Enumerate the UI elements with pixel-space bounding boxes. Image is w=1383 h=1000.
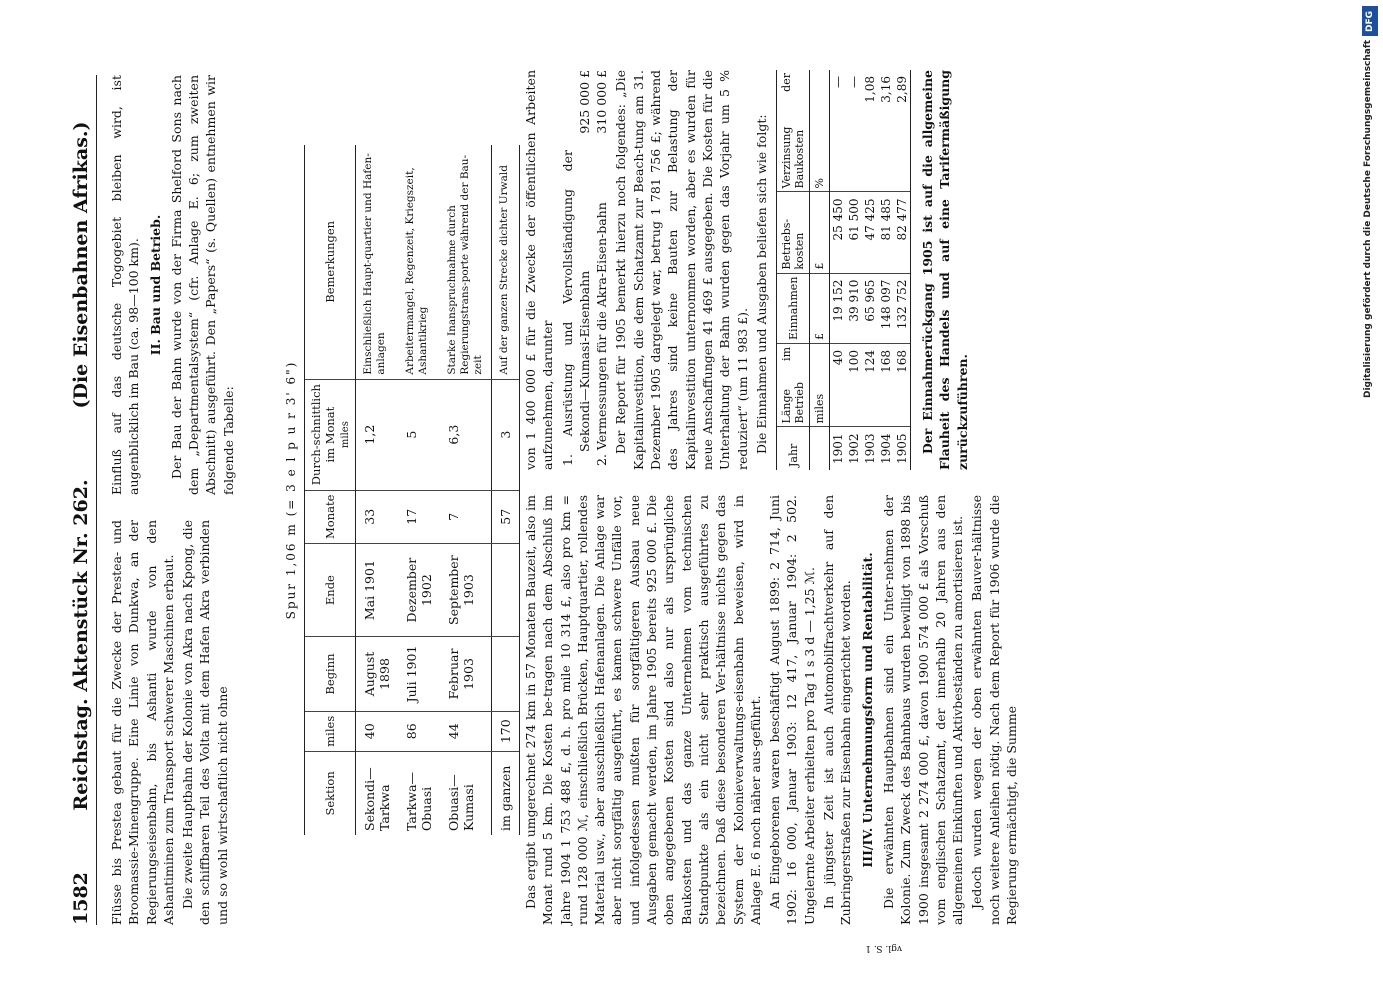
cell-einnahmen: 65 965 <box>862 273 878 343</box>
cell-laenge: 168 <box>878 343 894 426</box>
cell-sektion: Tarkwa—Obuasi <box>403 771 434 831</box>
column-bottom-left <box>522 495 1022 925</box>
cell-sektion: Sekondi—Tarkwa <box>361 767 392 831</box>
cell-empty <box>491 637 519 712</box>
cell-laenge: 40 <box>829 343 846 426</box>
header-title: Reichstag. Aktenstück Nr. 262. <box>69 479 92 811</box>
table-total-row <box>491 145 519 835</box>
cell-beginn: Februar 1903 <box>440 637 492 712</box>
cell-einnahmen: 19 152 <box>829 273 846 343</box>
column-top-left <box>108 520 233 925</box>
col-header: Sektion <box>304 751 355 835</box>
cell-total-label: im ganzen <box>491 751 519 835</box>
table-row <box>398 145 440 835</box>
list-item-amount: 925 000 £ <box>576 70 592 134</box>
col-header: Länge im Betrieb <box>776 343 809 426</box>
col-header <box>304 379 355 490</box>
cell-kosten: 25 450 <box>829 192 846 273</box>
cell-jahr: 1904 <box>878 433 893 464</box>
dfg-logo: DFG <box>1362 6 1378 36</box>
cell-total-bemerkung: Auf der ganzen Strecke dichter Urwald <box>491 145 519 379</box>
cell-verzinsung: 1,08 <box>862 70 878 192</box>
unit-header <box>809 427 829 470</box>
cell-ende: Mai 1901 <box>355 543 398 636</box>
table-unit-row <box>809 70 829 470</box>
cell-monate: 7 <box>440 490 492 543</box>
table-row <box>440 145 492 835</box>
cell-beginn: Juli 1901 <box>398 637 440 712</box>
cell-jahr: 1901 <box>830 433 845 464</box>
col-header: Jahr <box>776 427 809 470</box>
cell-total-miles: 170 <box>491 711 519 751</box>
cell-verzinsung: 3,16 <box>878 70 894 192</box>
column-bottom-right <box>522 70 973 470</box>
cell-jahr: 1902 <box>846 433 861 464</box>
paragraph: In jüngster Zeit ist auch Automobilfrachtverkehr auf den Zubringerstraßen zur Eisenbahn eingerichtet worden. <box>820 495 853 925</box>
list-item-label: 2. Vermessungen für die Akra-Eisen-bahn <box>593 202 609 466</box>
header-subtitle: (Die Eisenbahnen Afrikas.) <box>69 121 92 409</box>
table-caption: Spur 1,06 m (= 3 e l p u r 3' 6") <box>283 360 298 620</box>
section-heading: II. Bau und Betrieb. <box>147 214 163 356</box>
cell-bemerkung: Arbeitermangel, Regenzeit, Kriegszeit, Ashantikrieg <box>398 145 440 379</box>
cell-durchschnitt: 6,3 <box>440 379 492 490</box>
paragraph: von 1 400 000 £ für die Zwecke der öffentlichen Arbeiten aufzunehmen, darunter <box>522 70 555 470</box>
table-row <box>878 70 894 470</box>
margin-note: vgl. S. 1 <box>864 943 902 953</box>
cell-laenge: 124 <box>862 343 878 426</box>
cell-miles: 86 <box>398 711 440 751</box>
cell-jahr: 1905 <box>894 427 911 470</box>
unit-header: £ <box>809 192 829 273</box>
paragraph: Die Einnahmen und Ausgaben beliefen sich wie folgt: <box>753 114 769 454</box>
digitization-sidebar <box>1361 0 1379 1000</box>
cell-laenge: 168 <box>894 343 911 426</box>
section-heading: III/IV. Unternehmungsform und Rentabilität. <box>859 552 875 868</box>
paragraph: Die zweite Hauptbahn der Kolonie von Akra nach Kpong, die den schiffbaren Teil des Volta mit dem Hafen Akra verbinden und so wohl wirtschaftlich nicht ohne <box>179 520 230 925</box>
paragraph: Das ergibt umgerechnet 274 km in 57 Monaten Bauzeit, also im Monat rund 5 km. Die Kosten be-tragen nach dem Abschluß im Jahre 1904 1 753 488 £, d. h. pro mile 10 314 £, also pro km = rund 128 000 ℳ, einschließlich Brücken, Hauptquartier, rollendes Material usw., aber ausschließlich Hafenanlagen. Die Anlage war aber nicht sorgfältig ausgeführt, es kamen schwere Unfälle vor, und infolgedessen mußten für sorgfältigeren Ausbau neue Ausgaben gemacht werden, im Jahre 1905 bereits 925 000 £. Die oben angegebenen Kosten sind also nur als ursprüngliche Baukosten und das ganze Unternehmen vom technischen Standpunkte als ein nicht sehr praktisch ausgeführtes zu bezeichnen. Daß diese besonderen Ver-hältnisse nichts gegen das System der Kolonieverwaltungs-eisenbahn beweisen, wird in Anlage E. 6 noch näher aus-geführt. <box>522 495 763 925</box>
cell-jahr: 1903 <box>862 433 877 464</box>
list-item <box>558 70 593 470</box>
column-top-right <box>108 75 239 495</box>
cell-kosten: 82 477 <box>894 192 911 273</box>
section-table <box>304 145 520 835</box>
paragraph: Die erwähnten Hauptbahnen sind ein Unter-nehmen der Kolonie. Zum Zweck des Bahnbaus wurden bewilligt von 1898 bis 1900 insgesamt 2 274 000 £, davon 1900 574 000 £ als Vorschuß vom englischen Schatzamt, der innerhalb 20 Jahren aus den allgemeinen Einkünften und Aktivbeständen zu amortisieren ist. <box>880 495 965 925</box>
paragraph: Der Einnahmerückgang 1905 ist auf die allgemeine Flauheit des Handels und auf eine Tarifermäßigung zurückzuführen. <box>919 70 970 470</box>
digitization-credit: Digitalisierung gefördert durch die Deutsche Forschungsgemeinschaft <box>1363 40 1373 399</box>
paragraph: Jedoch wurden wegen der oben erwähnten Bauver-hältnisse noch weitere Anleihen nötig. Nach dem Report für 1906 wurde die Regierung ermächtigt, die Summe <box>968 495 1019 925</box>
cell-einnahmen: 148 097 <box>878 273 894 343</box>
cell-beginn: August 1898 <box>355 637 398 712</box>
page-header <box>52 75 97 925</box>
cell-verzinsung: — <box>829 70 846 192</box>
cell-kosten: 61 500 <box>846 192 862 273</box>
col-header: Einnahmen <box>776 273 809 343</box>
col-header: Verzinsung der Baukosten <box>776 70 809 192</box>
col-header: miles <box>304 711 355 751</box>
cell-laenge: 100 <box>846 343 862 426</box>
cell-bemerkung: Einschließlich Haupt-quartier und Hafen-anlagen <box>355 145 398 379</box>
cell-kosten: 81 485 <box>878 192 894 273</box>
table-row <box>829 70 846 470</box>
col-header: Monate <box>304 490 355 543</box>
paragraph: Der Report für 1905 bemerkt hierzu noch folgendes: „Die Kapitalinvestition, die dem Schatzamt zur Beach-tung am 31. Dezember 1905 dargelegt war, betrug 1 781 756 £; während des Jahres sind keine Bauten zur Belastung der Kapitalinvestition unternommen worden, aber es wurden für neue Anschaffungen 41 469 £ ausgegeben. Die Kosten für die Unterhaltung der Bahn wurden gegen das Vorjahr um 5 % reduziert“ (um 11 983 £). <box>612 70 750 470</box>
table-row <box>862 70 878 470</box>
document-page <box>22 35 1362 965</box>
unit-header: miles <box>809 343 829 426</box>
cell-durchschnitt: 1,2 <box>355 379 398 490</box>
col-header: Beginn <box>304 637 355 712</box>
cell-monate: 33 <box>355 490 398 543</box>
paragraph: Flüsse bis Prestea gebaut für die Zwecke der Prestea- und Broomassie-Minengruppe. Eine Linie von Dunkwa, an der Regierungseisenbahn, bis Ashanti wurde von den Ashantiminen zum Transport schwerer Maschinen erbaut. <box>108 520 176 925</box>
cell-einnahmen: 39 910 <box>846 273 862 343</box>
col-header-label: Durch-schnittlich im Monat <box>308 384 337 486</box>
col-header: Ende <box>304 543 355 636</box>
cell-miles: 44 <box>440 711 492 751</box>
paragraph: Einfluß auf das deutsche Togogebiet bleiben wird, ist augenblicklich im Bau (ca. 98—100 km). <box>108 75 141 495</box>
cell-einnahmen: 132 752 <box>894 273 911 343</box>
cell-sektion: Obuasi—Kumasi <box>445 774 476 831</box>
page-number: 1582 <box>69 872 92 925</box>
table-row <box>846 70 862 470</box>
list-item-label: 1. Ausrüstung und Vervollständigung der Sekondi—Kumasi-Eisenbahn <box>559 150 592 466</box>
construction-table <box>284 145 520 835</box>
cell-ende: Dezember 1902 <box>398 543 440 636</box>
list-item-amount: 310 000 £ <box>593 70 609 134</box>
expense-list <box>558 70 610 470</box>
table-row <box>355 145 398 835</box>
table-header-row <box>304 145 355 835</box>
unit-header: % <box>809 70 829 192</box>
col-header-unit: miles <box>339 421 351 449</box>
unit-header: £ <box>809 273 829 343</box>
col-header: Betriebs-kosten <box>776 192 809 273</box>
paragraph: An Eingeborenen waren beschäftigt August 1899: 2 714, Juni 1902: 16 000, Januar 1903: 12 417, Januar 1904: 2 502. Ungelernte Arbeiter erhielten pro Tag 1 s 3 d — 1,25 ℳ. <box>766 495 817 925</box>
cell-verzinsung: — <box>846 70 862 192</box>
table-row <box>894 70 911 470</box>
table-header-row <box>776 70 809 470</box>
cell-monate: 17 <box>398 490 440 543</box>
cell-ende: September 1903 <box>440 543 492 636</box>
paragraph: Der Bau der Bahn wurde von der Firma Shelford Sons nach dem „Departmentalsystem“ (cfr. Anlage E. 6; zum zweiten Abschnitt) ausgeführt. Den „Papers“ (s. Quellen) entnehmen wir folgende Tabelle: <box>168 75 236 495</box>
cell-kosten: 47 425 <box>862 192 878 273</box>
cell-verzinsung: 2,89 <box>894 70 911 192</box>
cell-miles: 40 <box>355 711 398 751</box>
col-header: Bemerkungen <box>304 145 355 379</box>
cell-total-monate: 57 <box>491 490 519 543</box>
revenue-table <box>776 70 911 470</box>
cell-empty <box>491 543 519 636</box>
cell-durchschnitt: 5 <box>398 379 440 490</box>
list-item <box>593 70 610 470</box>
cell-total-durchschnitt: 3 <box>491 379 519 490</box>
cell-bemerkung: Starke Inanspruchnahme durch Regierungstrans-porte während der Bau-zeit <box>440 145 492 379</box>
